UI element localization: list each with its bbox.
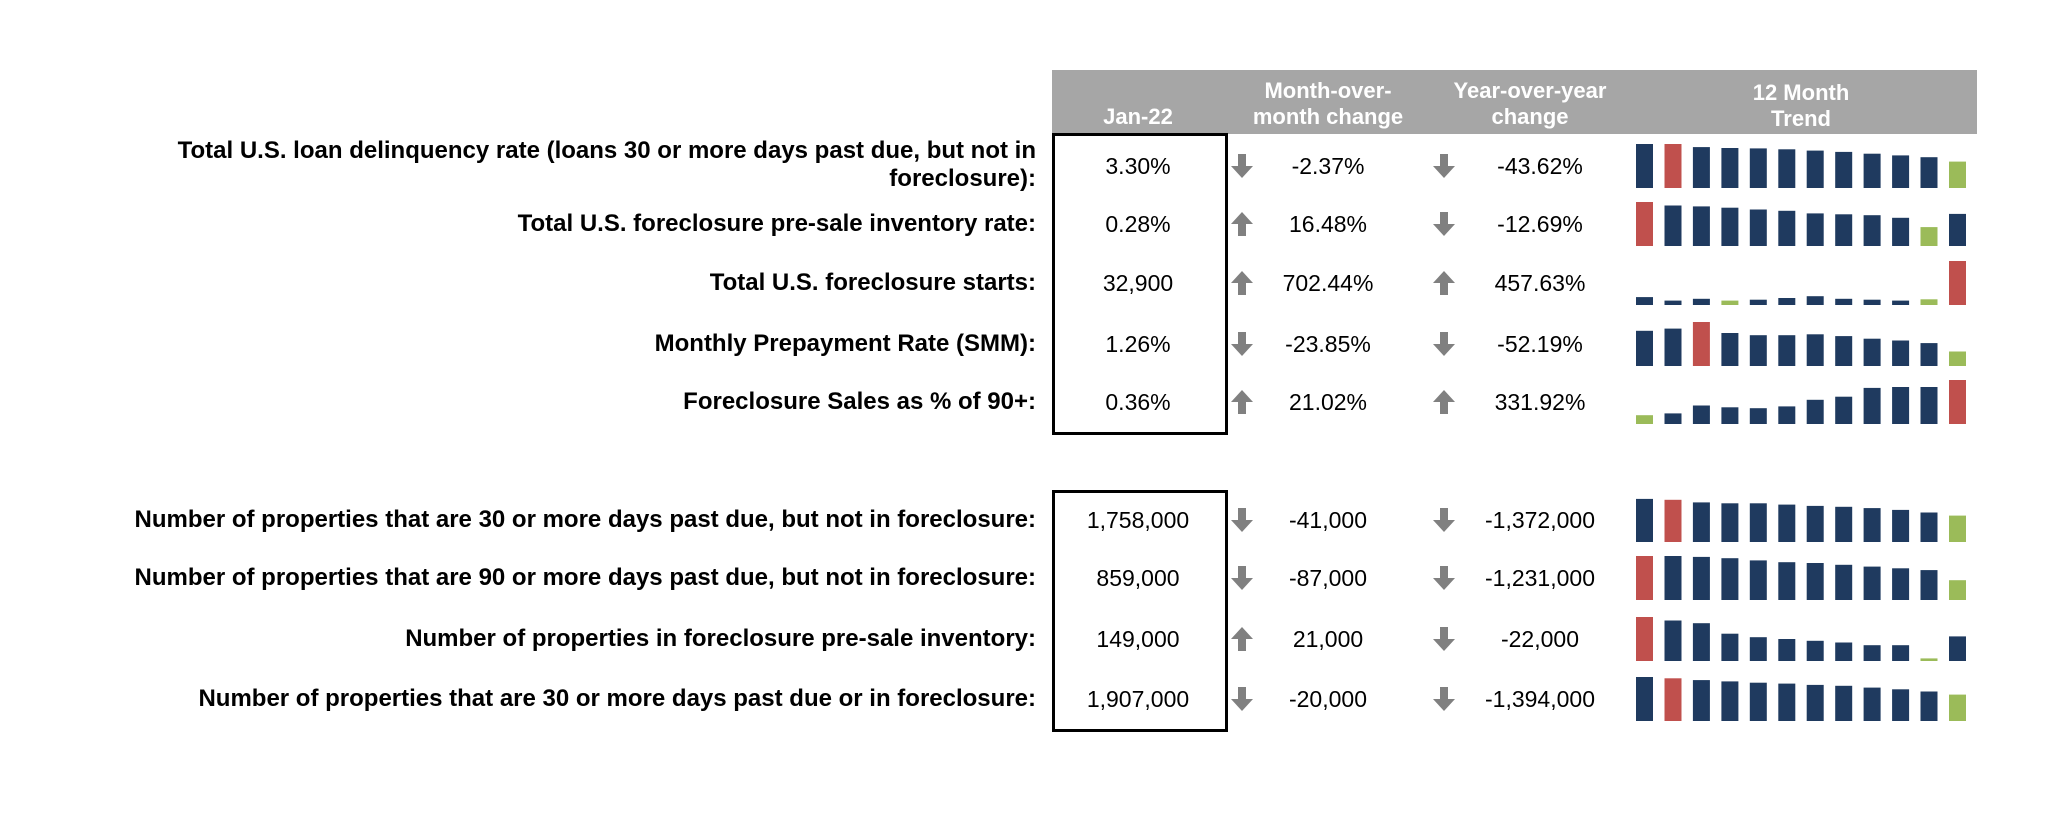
current-value: 1.26% xyxy=(1105,331,1171,357)
current-value: 859,000 xyxy=(1096,565,1180,591)
trend-bar xyxy=(1721,301,1738,305)
current-value: 0.36% xyxy=(1105,389,1171,415)
mom-change-value: 702.44% xyxy=(1282,270,1374,296)
trend-bar xyxy=(1721,407,1738,424)
trend-bar xyxy=(1949,580,1966,600)
trend-bar xyxy=(1636,144,1653,188)
trend-bar xyxy=(1665,556,1682,600)
mom-header-line2: month change xyxy=(1252,104,1404,129)
current-value: 1,758,000 xyxy=(1086,507,1190,533)
trend-sparkline xyxy=(1636,617,1966,661)
trend-bar xyxy=(1693,147,1710,188)
trend-bar xyxy=(1807,563,1824,600)
trend-bar xyxy=(1750,300,1767,305)
trend-bar xyxy=(1778,406,1795,424)
trend-sparkline xyxy=(1636,556,1966,600)
trend-bar xyxy=(1949,214,1966,246)
trend-bar xyxy=(1750,408,1767,424)
trend-bar xyxy=(1835,643,1852,662)
current-value: 149,000 xyxy=(1096,626,1180,652)
trend-bar xyxy=(1693,502,1710,542)
row-label-line1: Total U.S. loan delinquency rate (loans 30 or more days past due, but not in xyxy=(177,137,1036,164)
trend-bar xyxy=(1693,557,1710,600)
trend-bar xyxy=(1778,562,1795,600)
row-label-line1: Number of properties that are 30 or more days past due, but not in foreclosure: xyxy=(134,506,1036,533)
mom-header xyxy=(1228,78,1428,130)
mom-change-value: 16.48% xyxy=(1288,211,1367,237)
trend-bar xyxy=(1636,297,1653,305)
trend-bar xyxy=(1835,214,1852,246)
trend-bar xyxy=(1864,688,1881,721)
trend-bar xyxy=(1778,335,1795,366)
trend-bar xyxy=(1921,513,1938,543)
trend-bar xyxy=(1721,681,1738,721)
trend-sparkline xyxy=(1636,202,1966,246)
trend-bar xyxy=(1921,387,1938,424)
yoy-change-value: -52.19% xyxy=(1497,331,1583,357)
trend-bar xyxy=(1892,510,1909,542)
trend-bar xyxy=(1665,413,1682,424)
yoy-change-value: -1,394,000 xyxy=(1485,686,1595,712)
trend-sparkline xyxy=(1636,380,1966,424)
trend-sparkline xyxy=(1636,677,1966,721)
trend-bar xyxy=(1721,208,1738,246)
yoy-change-value: 457.63% xyxy=(1494,270,1586,296)
trend-bar xyxy=(1750,335,1767,366)
trend-bar xyxy=(1778,211,1795,246)
trend-bar xyxy=(1921,658,1938,661)
trend-bar xyxy=(1693,680,1710,721)
trend-bar xyxy=(1750,683,1767,721)
trend-bar xyxy=(1892,155,1909,188)
trend-header-line1: 12 Month xyxy=(1752,80,1850,105)
trend-bar xyxy=(1892,689,1909,721)
row-label-line1: Number of properties that are 30 or more days past due or in foreclosure: xyxy=(198,685,1036,712)
trend-bar xyxy=(1807,213,1824,246)
trend-bar xyxy=(1921,692,1938,722)
trend-bar xyxy=(1835,336,1852,366)
row-label xyxy=(36,269,1036,297)
trend-bar xyxy=(1892,387,1909,424)
trend-bar xyxy=(1693,299,1710,305)
trend-bar xyxy=(1949,636,1966,661)
trend-bar xyxy=(1665,621,1682,662)
trend-bar xyxy=(1750,637,1767,661)
trend-bar xyxy=(1864,645,1881,661)
trend-bar xyxy=(1665,206,1682,247)
trend-bar xyxy=(1778,298,1795,305)
row-label xyxy=(36,625,1036,653)
trend-bar xyxy=(1835,686,1852,721)
trend-bar xyxy=(1921,227,1938,246)
row-label xyxy=(36,564,1036,592)
trend-bar xyxy=(1665,678,1682,721)
trend-bar xyxy=(1778,639,1795,661)
trend-bar xyxy=(1892,301,1909,305)
trend-bar xyxy=(1949,352,1966,367)
row-label-line1: Foreclosure Sales as % of 90+: xyxy=(683,388,1036,415)
yoy-header-line2: change xyxy=(1491,104,1569,129)
trend-bar xyxy=(1693,206,1710,246)
row-label-line2: foreclosure): xyxy=(889,165,1036,192)
trend-header xyxy=(1636,80,1966,132)
trend-bar xyxy=(1864,567,1881,600)
row-label xyxy=(36,210,1036,238)
trend-bar xyxy=(1665,329,1682,366)
trend-bar xyxy=(1921,157,1938,188)
trend-bar xyxy=(1835,152,1852,188)
trend-bar xyxy=(1807,334,1824,366)
yoy-change-value: -1,372,000 xyxy=(1485,507,1595,533)
trend-sparkline xyxy=(1636,261,1966,305)
trend-bar xyxy=(1864,388,1881,424)
current-value: 3.30% xyxy=(1105,153,1171,179)
trend-bar xyxy=(1636,617,1653,661)
trend-bar xyxy=(1949,380,1966,424)
row-label xyxy=(36,685,1036,713)
row-label xyxy=(36,506,1036,534)
trend-bar xyxy=(1835,299,1852,305)
row-label-line1: Total U.S. foreclosure pre-sale inventory rate: xyxy=(517,210,1036,237)
trend-bar xyxy=(1750,560,1767,600)
trend-bar xyxy=(1835,397,1852,424)
current-value: 1,907,000 xyxy=(1086,686,1190,712)
trend-bar xyxy=(1949,516,1966,542)
trend-bar xyxy=(1693,406,1710,425)
trend-bar xyxy=(1636,677,1653,721)
row-label xyxy=(36,137,1036,193)
yoy-change-value: -12.69% xyxy=(1497,211,1583,237)
trend-bar xyxy=(1721,503,1738,542)
yoy-change-value: -43.62% xyxy=(1497,153,1583,179)
row-label xyxy=(36,330,1036,358)
trend-bar xyxy=(1864,154,1881,188)
trend-bar xyxy=(1921,343,1938,366)
trend-bar xyxy=(1807,641,1824,661)
trend-bar xyxy=(1721,634,1738,661)
trend-bar xyxy=(1892,645,1909,661)
trend-sparkline xyxy=(1636,144,1966,188)
trend-bar xyxy=(1949,695,1966,721)
trend-bar xyxy=(1892,218,1909,246)
trend-bar xyxy=(1750,148,1767,188)
trend-bar xyxy=(1807,151,1824,188)
trend-bar xyxy=(1864,300,1881,305)
row-label xyxy=(36,388,1036,416)
trend-bar xyxy=(1835,507,1852,542)
trend-sparkline xyxy=(1636,498,1966,542)
mom-change-value: -2.37% xyxy=(1291,153,1365,179)
mom-change-value: 21,000 xyxy=(1292,626,1364,652)
mom-change-value: 21.02% xyxy=(1288,389,1367,415)
trend-bar xyxy=(1921,570,1938,600)
mom-change-value: -20,000 xyxy=(1288,686,1367,712)
trend-bar xyxy=(1892,568,1909,600)
mom-header-line1: Month-over- xyxy=(1264,78,1392,103)
trend-bar xyxy=(1921,299,1938,305)
trend-bar xyxy=(1949,162,1966,188)
trend-bar xyxy=(1750,503,1767,542)
row-label-line1: Monthly Prepayment Rate (SMM): xyxy=(654,330,1036,357)
yoy-header xyxy=(1430,78,1630,130)
trend-bar xyxy=(1665,500,1682,542)
trend-bar xyxy=(1778,149,1795,188)
trend-bar xyxy=(1665,301,1682,305)
trend-bar xyxy=(1864,508,1881,542)
current-value: 32,900 xyxy=(1102,270,1174,296)
yoy-change-value: -1,231,000 xyxy=(1485,565,1595,591)
trend-bar xyxy=(1807,296,1824,305)
trend-header-line2: Trend xyxy=(1771,106,1831,131)
trend-bar xyxy=(1636,415,1653,424)
trend-bar xyxy=(1807,400,1824,424)
trend-bar xyxy=(1636,499,1653,542)
trend-bar xyxy=(1778,684,1795,721)
trend-bar xyxy=(1721,148,1738,188)
trend-bar xyxy=(1665,144,1682,188)
trend-bar xyxy=(1721,333,1738,366)
mom-change-value: -87,000 xyxy=(1288,565,1367,591)
trend-bar xyxy=(1864,215,1881,246)
trend-bar xyxy=(1864,339,1881,366)
trend-bar xyxy=(1693,623,1710,661)
trend-bar xyxy=(1807,506,1824,542)
yoy-change-value: -22,000 xyxy=(1500,626,1579,652)
trend-bar xyxy=(1636,556,1653,600)
trend-bar xyxy=(1750,210,1767,247)
trend-bar xyxy=(1693,322,1710,366)
trend-bar xyxy=(1636,202,1653,246)
period-header: Jan-22 xyxy=(1103,104,1173,129)
row-label-line1: Total U.S. foreclosure starts: xyxy=(709,269,1036,296)
mom-change-value: -23.85% xyxy=(1285,331,1371,357)
row-label-line1: Number of properties in foreclosure pre-sale inventory: xyxy=(405,625,1036,652)
row-label-line1: Number of properties that are 90 or more days past due, but not in foreclosure: xyxy=(134,564,1036,591)
trend-bar xyxy=(1835,565,1852,600)
trend-bar xyxy=(1721,558,1738,600)
trend-sparkline xyxy=(1636,322,1966,366)
trend-bar xyxy=(1807,685,1824,721)
trend-bar xyxy=(1949,261,1966,305)
yoy-header-line1: Year-over-year xyxy=(1453,78,1607,103)
yoy-change-value: 331.92% xyxy=(1494,389,1586,415)
trend-bar xyxy=(1778,505,1795,542)
current-value: 0.28% xyxy=(1105,211,1171,237)
mom-change-value: -41,000 xyxy=(1288,507,1367,533)
trend-bar xyxy=(1892,341,1909,367)
trend-bar xyxy=(1636,331,1653,366)
